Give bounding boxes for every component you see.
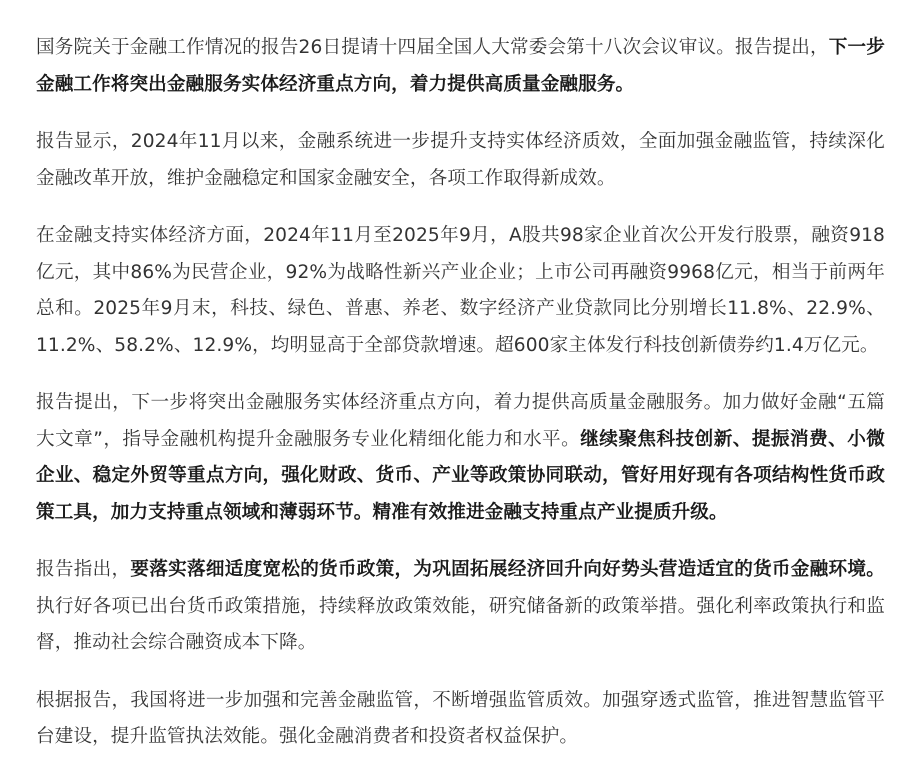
paragraph-text: 国务院关于金融工作情况的报告26日提请十四届全国人大常委会第十八次会议审议。报告提出，	[36, 37, 829, 58]
paragraph-1	[36, 30, 885, 103]
paragraph-6	[36, 683, 885, 756]
paragraph-bold-text: 继续聚焦科技创新、提振消费、小微企业、稳定外贸等重点方向，强化财政、货币、产业等政策协同联动，管好用好现有各项结构性货币政策工具，加力支持重点领域和薄弱环节。精准有效推进金融支持重点产业提质升级。	[36, 428, 885, 523]
paragraph-4	[36, 385, 885, 531]
paragraph-bold-text: 要落实落细适度宽松的货币政策，为巩固拓展经济回升向好势头营造适宜的货币金融环境。	[130, 559, 885, 580]
paragraph-2	[36, 124, 885, 197]
paragraph-5	[36, 552, 885, 662]
paragraph-text: 执行好各项已出台货币政策措施，持续释放政策效能，研究储备新的政策举措。强化利率政策执行和监督，推动社会综合融资成本下降。	[36, 595, 885, 653]
paragraph-text: 报告提出，下一步将突出金融服务实体经济重点方向，着力提供高质量金融服务。加力做好金融“五篇大文章”，指导金融机构提升金融服务专业化精细化能力和水平。	[36, 392, 885, 450]
paragraph-text: 根据报告，我国将进一步加强和完善金融监管，不断增强监管质效。加强穿透式监管，推进智慧监管平台建设，提升监管执法效能。强化金融消费者和投资者权益保护。	[36, 689, 885, 747]
paragraph-text: 在金融支持实体经济方面，2024年11月至2025年9月，A股共98家企业首次公开发行股票，融资918亿元，其中86%为民营企业，92%为战略性新兴产业企业；上市公司再融资9968亿元，相当于前两年总和。2025年9月末，科技、绿色、普惠、养老、数字经济产业贷款同比分别增长11.8%、22.9%、11.2%、58.2%、12.9%，均明显高于全部贷款增速。超600家主体发行科技创新债券约1.4万亿元。	[36, 225, 885, 356]
paragraph-text: 报告指出，	[36, 559, 131, 580]
paragraph-3	[36, 218, 885, 364]
paragraph-bold-text: 下一步金融工作将突出金融服务实体经济重点方向，着力提供高质量金融服务。	[36, 37, 885, 95]
paragraph-text: 报告显示，2024年11月以来，金融系统进一步提升支持实体经济质效，全面加强金融监管，持续深化金融改革开放，维护金融稳定和国家金融安全，各项工作取得新成效。	[36, 131, 885, 189]
